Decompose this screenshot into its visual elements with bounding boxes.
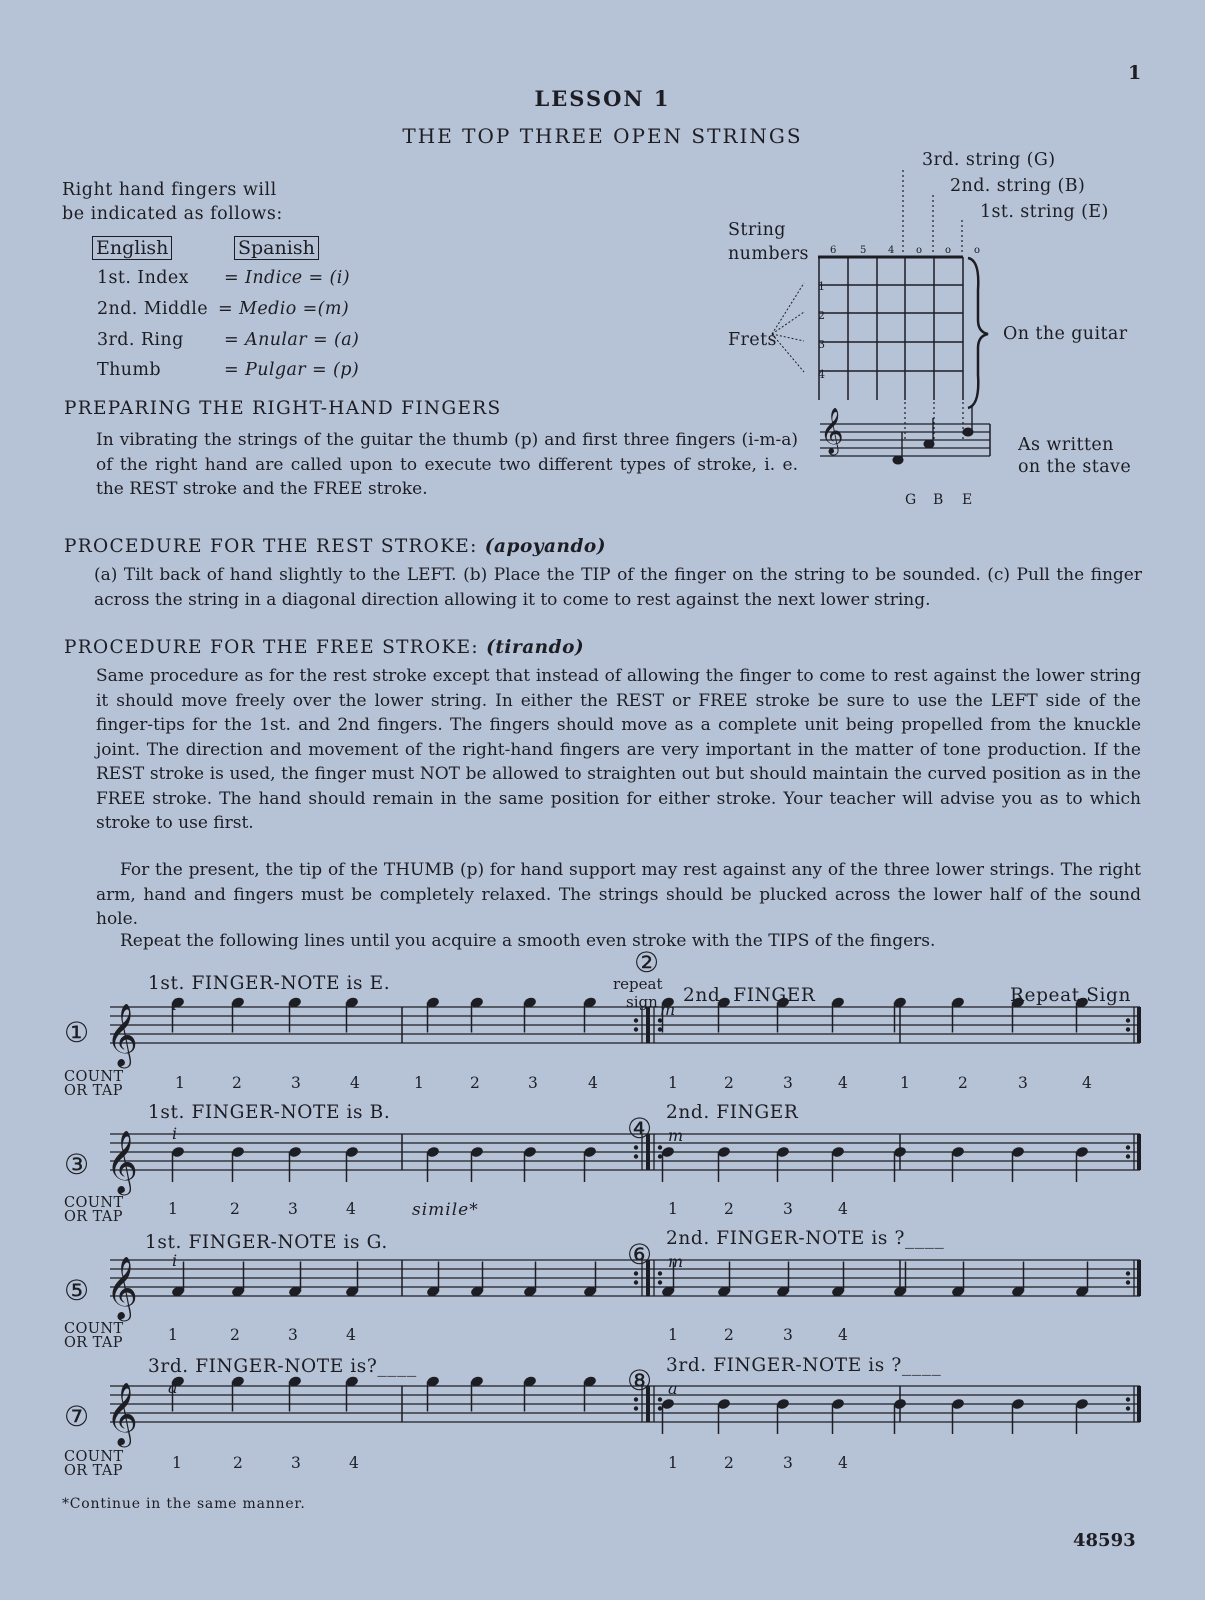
on-the-guitar-label: On the guitar <box>1003 324 1128 344</box>
row3-right-finger: m <box>668 1252 684 1271</box>
string-digit-5: 5 <box>860 245 867 256</box>
repeat-dot <box>634 1397 638 1401</box>
exercise-number-1: ① <box>64 1016 90 1049</box>
count-word: COUNT <box>64 1069 124 1085</box>
repeat-dot <box>634 1027 638 1031</box>
row3-right-label: 2nd. FINGER-NOTE is ?____ <box>666 1228 945 1249</box>
count-number: 2 <box>724 1326 734 1344</box>
free-stroke-heading-text: PROCEDURE FOR THE FREE STROKE: <box>64 637 479 658</box>
count-number: 4 <box>838 1200 848 1218</box>
repeat-dot <box>658 1406 662 1410</box>
count-number: 1 <box>172 1454 182 1472</box>
count-number: 1 <box>668 1074 678 1092</box>
intro-line-2: be indicated as follows: <box>62 204 283 224</box>
fret-digit-3: 3 <box>818 338 825 351</box>
fret-digit-4: 4 <box>818 368 825 381</box>
count-number: 1 <box>414 1074 424 1092</box>
final-bar <box>1137 1134 1141 1170</box>
repeat-dot <box>1126 1271 1130 1275</box>
free-stroke-text-2: For the present, the tip of the THUMB (p) for hand support may rest against any of the three lower strings. The right arm, hand and fingers must be completely relaxed. The strings should be plucked across the lower half of the sound hole. <box>96 860 1141 929</box>
rest-stroke-text: (a) Tilt back of hand slightly to the LEFT. (b) Place the TIP of the finger on the string to be sounded. (c) Pull the finger across the string in a diagonal direction allowing it to come to rest against the next lower string. <box>94 565 1142 610</box>
repeat-dot <box>1126 1280 1130 1284</box>
count-number: 4 <box>838 1326 848 1344</box>
finger-spanish-1: = Indice = (i) <box>224 268 351 288</box>
exercise-number-8: ⑧ <box>627 1364 653 1397</box>
spanish-header: Spanish <box>234 236 319 260</box>
row4-right-finger: a <box>668 1379 678 1398</box>
finger-spanish-2: = Medio =(m) <box>218 299 350 319</box>
rest-stroke-heading-text: PROCEDURE FOR THE REST STROKE: <box>64 536 478 557</box>
repeat-dot <box>658 1145 662 1149</box>
finger-english-4: Thumb <box>97 360 162 380</box>
count-number: 4 <box>838 1074 848 1092</box>
row2-right-finger: m <box>668 1126 684 1145</box>
final-bar <box>1137 1007 1141 1043</box>
as-written-label-2: on the stave <box>1018 457 1132 477</box>
count-number: 2 <box>724 1454 734 1472</box>
preparing-heading: PREPARING THE RIGHT-HAND FINGERS <box>64 398 502 419</box>
count-number: 4 <box>838 1454 848 1472</box>
row4-right-label: 3rd. FINGER-NOTE is ?____ <box>666 1355 942 1376</box>
count-number: 3 <box>1018 1074 1028 1092</box>
count-number: 2 <box>230 1326 240 1344</box>
as-written-label-1: As written <box>1018 435 1114 455</box>
footnote: *Continue in the same manner. <box>62 1496 306 1512</box>
free-stroke-text-3: Repeat the following lines until you acquire a smooth even stroke with the TIPS of the fingers. <box>120 931 936 951</box>
row1-left-finger: i <box>172 995 178 1014</box>
row2-right-label: 2nd. FINGER <box>666 1102 799 1123</box>
count-number: 3 <box>783 1326 793 1344</box>
or-tap-word: OR TAP <box>64 1335 123 1351</box>
string-digit-3: o <box>916 245 923 256</box>
count-number: 2 <box>724 1200 734 1218</box>
repeat-dot <box>658 1397 662 1401</box>
string-numbers-label-2: numbers <box>728 244 809 264</box>
exercise-number-3: ③ <box>64 1148 90 1181</box>
count-word: COUNT <box>64 1449 124 1465</box>
string-3-label: 3rd. string (G) <box>922 150 1056 170</box>
row1-right-label: 2nd. FINGER <box>683 985 816 1006</box>
repeat-dot <box>1126 1397 1130 1401</box>
row1-left-label: 1st. FINGER-NOTE is E. <box>148 973 391 994</box>
string-numbers-label-1: String <box>728 220 786 240</box>
exercise-number-4: ④ <box>627 1112 653 1145</box>
repeat-dot <box>634 1145 638 1149</box>
row1-right-finger: m <box>660 1000 676 1019</box>
count-number: 2 <box>232 1074 242 1092</box>
string-1-label: 1st. string (E) <box>980 202 1109 222</box>
rest-stroke-heading-italic: (apoyando) <box>484 536 607 557</box>
row3-left-finger: i <box>172 1251 178 1270</box>
repeat-dot <box>1126 1406 1130 1410</box>
or-tap-word: OR TAP <box>64 1083 123 1099</box>
row2-left-label: 1st. FINGER-NOTE is B. <box>148 1102 391 1123</box>
exercise-number-6: ⑥ <box>627 1238 653 1271</box>
count-number: 2 <box>230 1200 240 1218</box>
repeat-dot <box>634 1280 638 1284</box>
fret-digit-2: 2 <box>818 309 825 322</box>
final-bar <box>1137 1386 1141 1422</box>
finger-english-1: 1st. Index <box>97 268 189 288</box>
count-number: 3 <box>288 1200 298 1218</box>
count-number: 2 <box>470 1074 480 1092</box>
repeat-bar <box>646 1007 650 1043</box>
repeat-dot <box>634 1154 638 1158</box>
count-number: 4 <box>588 1074 598 1092</box>
lesson-subtitle: THE TOP THREE OPEN STRINGS <box>402 124 803 148</box>
page-number: 1 <box>1128 62 1142 84</box>
count-number: 4 <box>1082 1074 1092 1092</box>
count-number: 2 <box>233 1454 243 1472</box>
count-label-row2 <box>64 1196 124 1224</box>
count-number: 3 <box>783 1200 793 1218</box>
repeat-dot <box>658 1027 662 1031</box>
count-number: 4 <box>350 1074 360 1092</box>
count-number: 2 <box>958 1074 968 1092</box>
count-number: 4 <box>346 1326 356 1344</box>
count-number: 1 <box>668 1200 678 1218</box>
count-number: 1 <box>175 1074 185 1092</box>
count-word: COUNT <box>64 1321 124 1337</box>
repeat-dot <box>658 1271 662 1275</box>
count-number: 3 <box>291 1454 301 1472</box>
exercise-number-5: ⑤ <box>64 1274 90 1307</box>
or-tap-word: OR TAP <box>64 1463 123 1479</box>
count-number: 1 <box>668 1326 678 1344</box>
count-word: COUNT <box>64 1195 124 1211</box>
count-number: 4 <box>349 1454 359 1472</box>
row3-left-label: 1st. FINGER-NOTE is G. <box>145 1232 388 1253</box>
repeat-dot <box>658 1154 662 1158</box>
count-label-row3 <box>64 1322 124 1350</box>
intro-line-1: Right hand fingers will <box>62 180 277 200</box>
string-digit-1: o <box>974 245 981 256</box>
count-number: 3 <box>783 1454 793 1472</box>
frets-label: Frets <box>728 330 777 350</box>
repeat-dot <box>634 1271 638 1275</box>
exercise-number-2: ② <box>634 946 660 979</box>
exercise-number-7: ⑦ <box>64 1400 90 1433</box>
row2-left-finger: i <box>172 1124 178 1143</box>
repeat-dot <box>1126 1154 1130 1158</box>
finger-spanish-3: = Anular = (a) <box>224 330 360 350</box>
string-digit-6: 6 <box>830 245 837 256</box>
count-label-row4 <box>64 1450 124 1478</box>
repeat-dot <box>1126 1027 1130 1031</box>
simile-marking: simile* <box>412 1200 479 1220</box>
free-stroke-heading-italic: (tirando) <box>486 637 585 658</box>
treble-clef-icon: 𝄞 <box>106 1382 138 1445</box>
repeat-dot <box>634 1406 638 1410</box>
row4-left-label: 3rd. FINGER-NOTE is?____ <box>148 1356 417 1377</box>
note-name-g: G <box>905 492 917 508</box>
repeat-dot <box>658 1280 662 1284</box>
string-2-label: 2nd. string (B) <box>950 176 1086 196</box>
lesson-title: LESSON 1 <box>534 86 671 111</box>
count-number: 4 <box>346 1200 356 1218</box>
note-name-b: B <box>933 492 944 508</box>
finger-spanish-4: = Pulgar = (p) <box>224 360 360 380</box>
repeat-dot <box>1126 1145 1130 1149</box>
catalog-number: 48593 <box>1073 1530 1136 1551</box>
treble-clef-icon: 𝄞 <box>106 1256 138 1319</box>
count-number: 1 <box>168 1200 178 1218</box>
count-number: 1 <box>668 1454 678 1472</box>
preparing-text: In vibrating the strings of the guitar the thumb (p) and first three fingers (i-m-a) of the right hand are called upon to execute two different types of stroke, i. e. the REST stroke and the FREE stroke. <box>96 430 798 499</box>
repeat-dot <box>1126 1018 1130 1022</box>
svg-text:𝄞: 𝄞 <box>820 408 844 454</box>
count-number: 3 <box>528 1074 538 1092</box>
english-header: English <box>92 236 172 260</box>
count-number: 1 <box>168 1326 178 1344</box>
count-label-row1 <box>64 1070 124 1098</box>
finger-english-2: 2nd. Middle <box>97 299 209 319</box>
repeat-sign-label-1: repeat <box>613 975 663 993</box>
string-digit-2: o <box>945 245 952 256</box>
count-number: 1 <box>900 1074 910 1092</box>
note-name-e: E <box>962 492 973 508</box>
fret-digit-1: 1 <box>818 280 825 293</box>
finger-english-3: 3rd. Ring <box>97 330 184 350</box>
final-bar <box>1137 1260 1141 1296</box>
count-number: 3 <box>291 1074 301 1092</box>
count-number: 3 <box>783 1074 793 1092</box>
repeat-sign-annotation: Repeat Sign <box>1010 985 1131 1006</box>
row4-left-finger: a <box>168 1378 178 1397</box>
count-number: 2 <box>724 1074 734 1092</box>
treble-clef-icon: 𝄞 <box>106 1130 138 1193</box>
count-number: 3 <box>288 1326 298 1344</box>
repeat-sign-label-2: sign <box>626 993 658 1011</box>
free-stroke-text-1: Same procedure as for the rest stroke except that instead of allowing the finger to come to rest against the lower string it should move freely over the lower string. In either the REST or FREE stroke be sure to use the LEFT side of the finger-tips for the 1st. and 2nd fingers. The fingers should move as a complete unit being propelled from the knuckle joint. The direction and movement of the right-hand fingers are very important in the matter of tone production. If the REST stroke is used, the finger must NOT be allowed to straighten out but should maintain the curved position as in the FREE stroke. The hand should remain in the same position for either stroke. Your teacher will advise you as to which stroke to use first. <box>96 666 1141 833</box>
treble-clef-icon: 𝄞 <box>106 1003 138 1066</box>
string-digit-4: 4 <box>888 245 895 256</box>
or-tap-word: OR TAP <box>64 1209 123 1225</box>
repeat-dot <box>634 1018 638 1022</box>
